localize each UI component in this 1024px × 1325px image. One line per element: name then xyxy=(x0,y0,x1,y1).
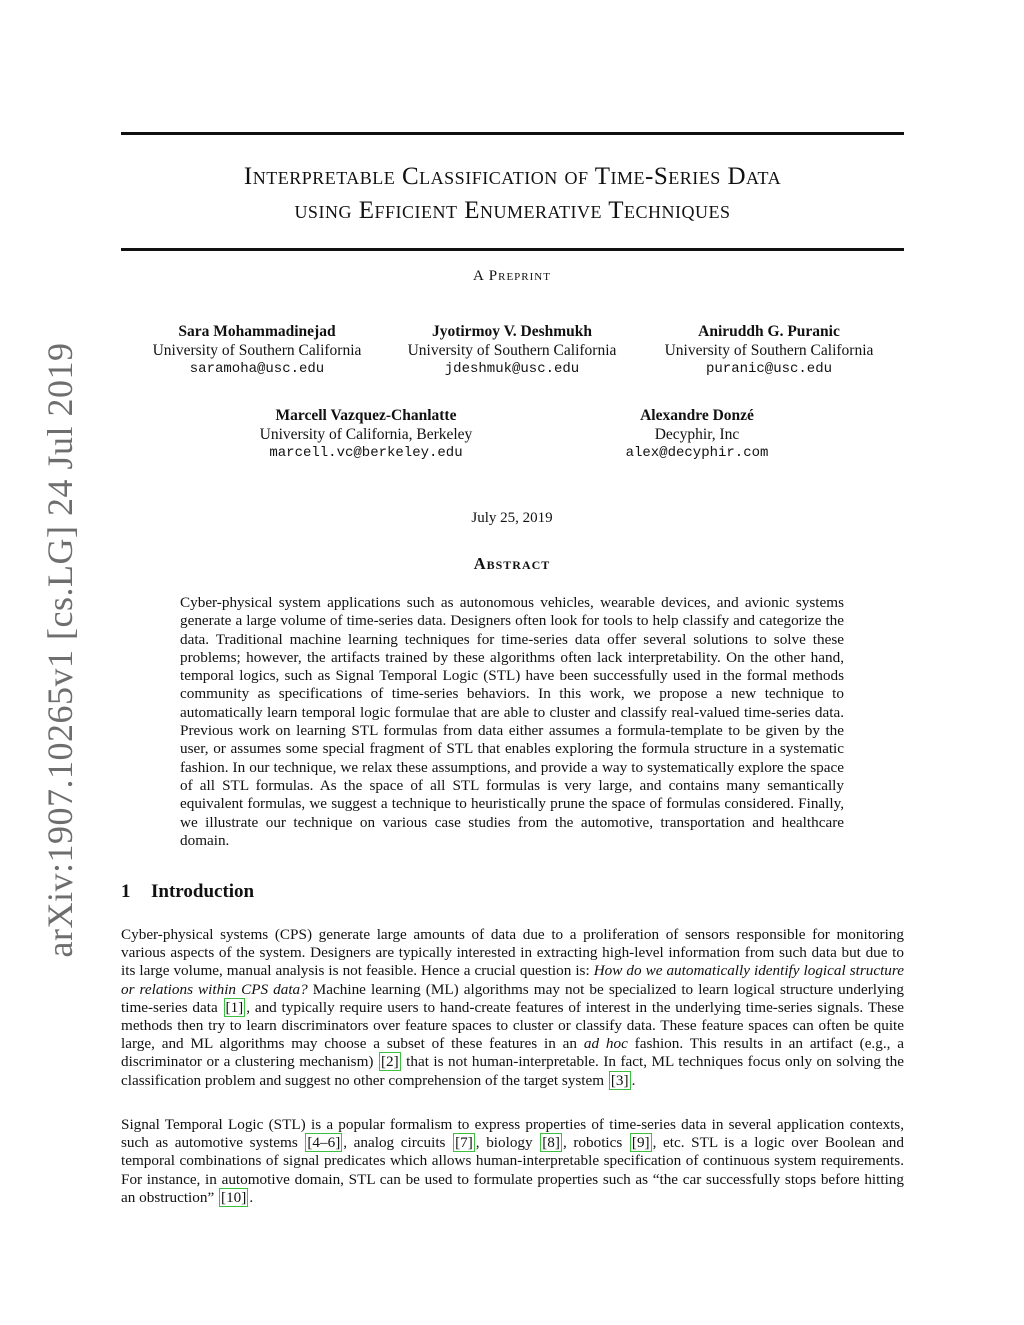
author-affiliation: University of Southern California xyxy=(152,342,362,359)
section-heading xyxy=(121,881,254,903)
text-run: Machine learning (ML) algorithms may not be specialized to learn logical structure underlying time-series data xyxy=(121,980,904,1016)
author-block xyxy=(382,322,642,379)
intro-paragraph-2 xyxy=(121,1116,904,1207)
section-title: Introduction xyxy=(151,881,255,902)
author-affiliation: University of Southern California xyxy=(407,342,617,359)
title-rule-top xyxy=(121,132,904,135)
author-email[interactable]: puranic@usc.edu xyxy=(705,361,833,377)
author-name: Marcell Vazquez-Chanlatte xyxy=(275,407,457,424)
citation-link[interactable]: [3] xyxy=(610,1071,629,1089)
text-run: . xyxy=(631,1071,636,1089)
text-run: fashion. This results in an artifact (e.g., a discriminator or a clustering mechanism) xyxy=(121,1035,904,1071)
preprint-label: A Preprint xyxy=(473,268,551,284)
author-block xyxy=(567,406,827,463)
arxiv-stamp: arXiv:1907.10265v1 [cs.LG] 24 Jul 2019 xyxy=(40,342,80,958)
citation-link[interactable]: [8] xyxy=(542,1134,560,1152)
citation-link[interactable]: [9] xyxy=(631,1134,650,1152)
author-name: Jyotirmoy V. Deshmukh xyxy=(431,323,593,340)
author-email[interactable]: jdeshmuk@usc.edu xyxy=(444,361,580,377)
author-block xyxy=(639,322,899,379)
emphasis-text: ad hoc xyxy=(583,1035,628,1053)
citation-link[interactable]: [4–6] xyxy=(307,1134,341,1152)
text-run: . xyxy=(249,1188,254,1206)
text-run: that is not human-interpretable. In fact, ML techniques focus only on solving the classification problem and suggest no other comprehension of the target system xyxy=(121,1053,904,1089)
text-run: , biology xyxy=(475,1134,540,1152)
citation-link[interactable]: [10] xyxy=(221,1188,247,1206)
citation-link[interactable]: [2] xyxy=(380,1053,399,1071)
publication-date: July 25, 2019 xyxy=(471,510,553,526)
citation-link[interactable]: [1] xyxy=(225,998,244,1016)
intro-paragraph-1 xyxy=(121,926,904,1090)
author-email[interactable]: saramoha@usc.edu xyxy=(189,361,325,377)
author-affiliation: Decyphir, Inc xyxy=(654,426,740,443)
research-question: How do we automatically identify logical structure or relations within CPS data? xyxy=(121,962,904,998)
text-run: , robotics xyxy=(562,1134,629,1152)
paper-title-line-1: Interpretable Classification of Time-Series Data xyxy=(243,163,782,190)
author-email[interactable]: alex@decyphir.com xyxy=(625,445,769,461)
text-run: , analog circuits xyxy=(343,1134,453,1152)
text-run: , etc. STL is a logic over Boolean and temporal combinations of signal predicates which allows human-interpretable specification of continuous system requirements. For instance, in automotive domain, STL can be used to formulate properties such as “the car successfully stops before hitting an obstruction” xyxy=(121,1134,904,1206)
author-email[interactable]: marcell.vc@berkeley.edu xyxy=(269,445,463,461)
text-run: Signal Temporal Logic (STL) is a popular formalism to express properties of time-series data in several application contexts, such as automotive systems xyxy=(121,1116,904,1152)
author-name: Alexandre Donzé xyxy=(640,407,754,424)
section-number: 1 xyxy=(121,881,131,902)
author-name: Sara Mohammadinejad xyxy=(178,323,336,340)
author-block xyxy=(236,406,496,463)
paper-title-line-2: using Efficient Enumerative Techniques xyxy=(294,197,731,224)
author-block xyxy=(127,322,387,379)
abstract-body: Cyber-physical system applications such as autonomous vehicles, wearable devices, and avionic systems generate a large volume of time-series data. Designers often look for tools to help classify and categorize the data. Traditional machine learning techniques for time-series data offer several solutions to solve these problems; however, the artifacts trained by these algorithms often lack interpretability. On the other hand, temporal logics, such as Signal Temporal Logic (STL) have been successfully used in the formal methods community as specifications of time-series behaviors. In this work, we propose a new technique to automatically learn temporal logic formulae that are able to cluster and classify real-valued time-series data. Previous work on learning STL formulas from data either assumes a formula-template to be given by the user, or assumes some special fragment of STL that enables exploring the formula structure in a systematic fashion. In our technique, we relax these assumptions, and provide a way to systematically explore the space of all STL formulas. As the space of all STL formulas is very large, and contains many semantically equivalent formulas, we suggest a technique to heuristically prune the space of formulas considered. Finally, we illustrate our technique on various case studies from the automotive, transportation and healthcare domain. xyxy=(180,594,844,849)
author-affiliation: University of California, Berkeley xyxy=(259,426,473,443)
text-run: Cyber-physical systems (CPS) generate large amounts of data due to a proliferation of sensors responsible for monitoring various aspects of the system. Designers are typically interested in extracting high-level information from such data but due to its large volume, manual analysis is not feasible. Hence a crucial question is: xyxy=(121,926,904,980)
abstract-heading: Abstract xyxy=(473,554,551,573)
author-name: Aniruddh G. Puranic xyxy=(698,323,840,340)
author-affiliation: University of Southern California xyxy=(664,342,874,359)
text-run: , and typically require users to hand-create features of interest in the underlying time-series signals. These methods then try to learn discriminators over feature spaces to cluster or classify data. These feature spaces can often be quite large, and ML algorithms may choose a subset of these features in an xyxy=(121,998,904,1053)
citation-link[interactable]: [7] xyxy=(455,1134,473,1152)
title-rule-bottom xyxy=(121,248,904,251)
